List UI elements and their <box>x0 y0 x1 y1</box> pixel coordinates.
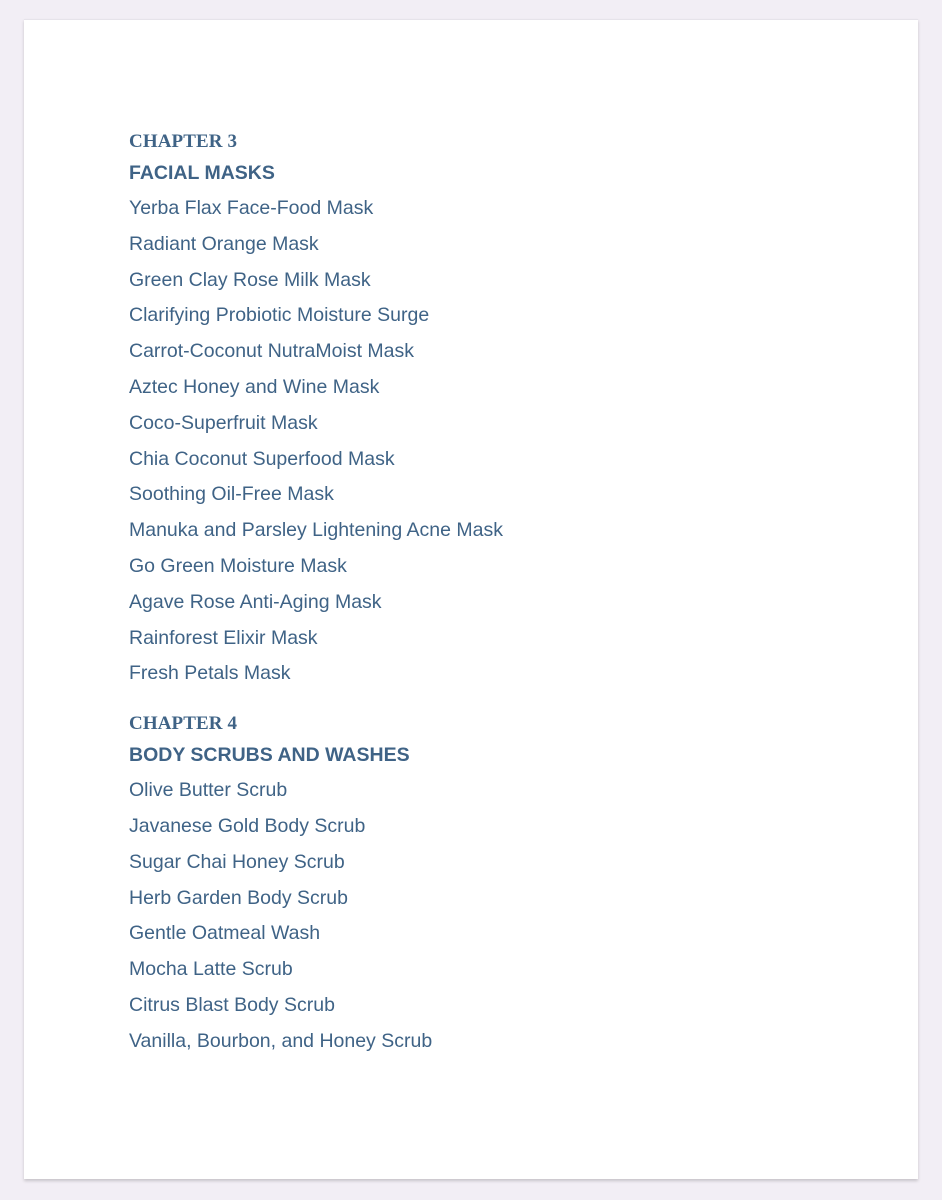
recipe-link[interactable]: Carrot-Coconut NutraMoist Mask <box>129 340 414 363</box>
recipe-list <box>129 773 503 1059</box>
document-page <box>24 19 918 1179</box>
recipe-link[interactable]: Javanese Gold Body Scrub <box>129 814 366 837</box>
recipe-link[interactable]: Vanilla, Bourbon, and Honey Scrub <box>129 1029 433 1052</box>
recipe-link[interactable]: Citrus Blast Body Scrub <box>129 993 335 1016</box>
recipe-link[interactable]: Rainforest Elixir Mask <box>129 626 318 649</box>
recipe-link[interactable]: Agave Rose Anti-Aging Mask <box>129 590 382 613</box>
recipe-link[interactable]: Fresh Petals Mask <box>129 662 291 685</box>
recipe-link[interactable]: Mocha Latte Scrub <box>129 958 293 981</box>
recipe-link[interactable]: Soothing Oil-Free Mask <box>129 483 334 506</box>
recipe-list <box>129 191 503 692</box>
chapter-title: FACIAL MASKS <box>129 162 275 184</box>
recipe-link[interactable]: Sugar Chai Honey Scrub <box>129 850 345 873</box>
chapter-4-section <box>129 711 503 1059</box>
recipe-link[interactable]: Go Green Moisture Mask <box>129 554 347 577</box>
recipe-link[interactable]: Aztec Honey and Wine Mask <box>129 375 380 398</box>
recipe-link[interactable]: Radiant Orange Mask <box>129 232 319 255</box>
recipe-link[interactable]: Gentle Oatmeal Wash <box>129 922 321 945</box>
recipe-link[interactable]: Chia Coconut Superfood Mask <box>129 447 395 470</box>
recipe-link[interactable]: Olive Butter Scrub <box>129 779 288 802</box>
chapter-label: CHAPTER 3 <box>129 131 238 152</box>
recipe-link[interactable]: Herb Garden Body Scrub <box>129 886 348 909</box>
recipe-link[interactable]: Manuka and Parsley Lightening Acne Mask <box>129 519 503 542</box>
recipe-link[interactable]: Yerba Flax Face-Food Mask <box>129 197 374 219</box>
recipe-link[interactable]: Green Clay Rose Milk Mask <box>129 268 371 291</box>
chapter-title: BODY SCRUBS AND WASHES <box>129 744 410 767</box>
table-of-contents <box>129 129 503 1060</box>
chapter-label: CHAPTER 4 <box>129 713 238 735</box>
recipe-link[interactable]: Clarifying Probiotic Moisture Surge <box>129 304 430 327</box>
recipe-link[interactable]: Coco-Superfruit Mask <box>129 411 318 434</box>
chapter-3-section <box>129 129 503 692</box>
